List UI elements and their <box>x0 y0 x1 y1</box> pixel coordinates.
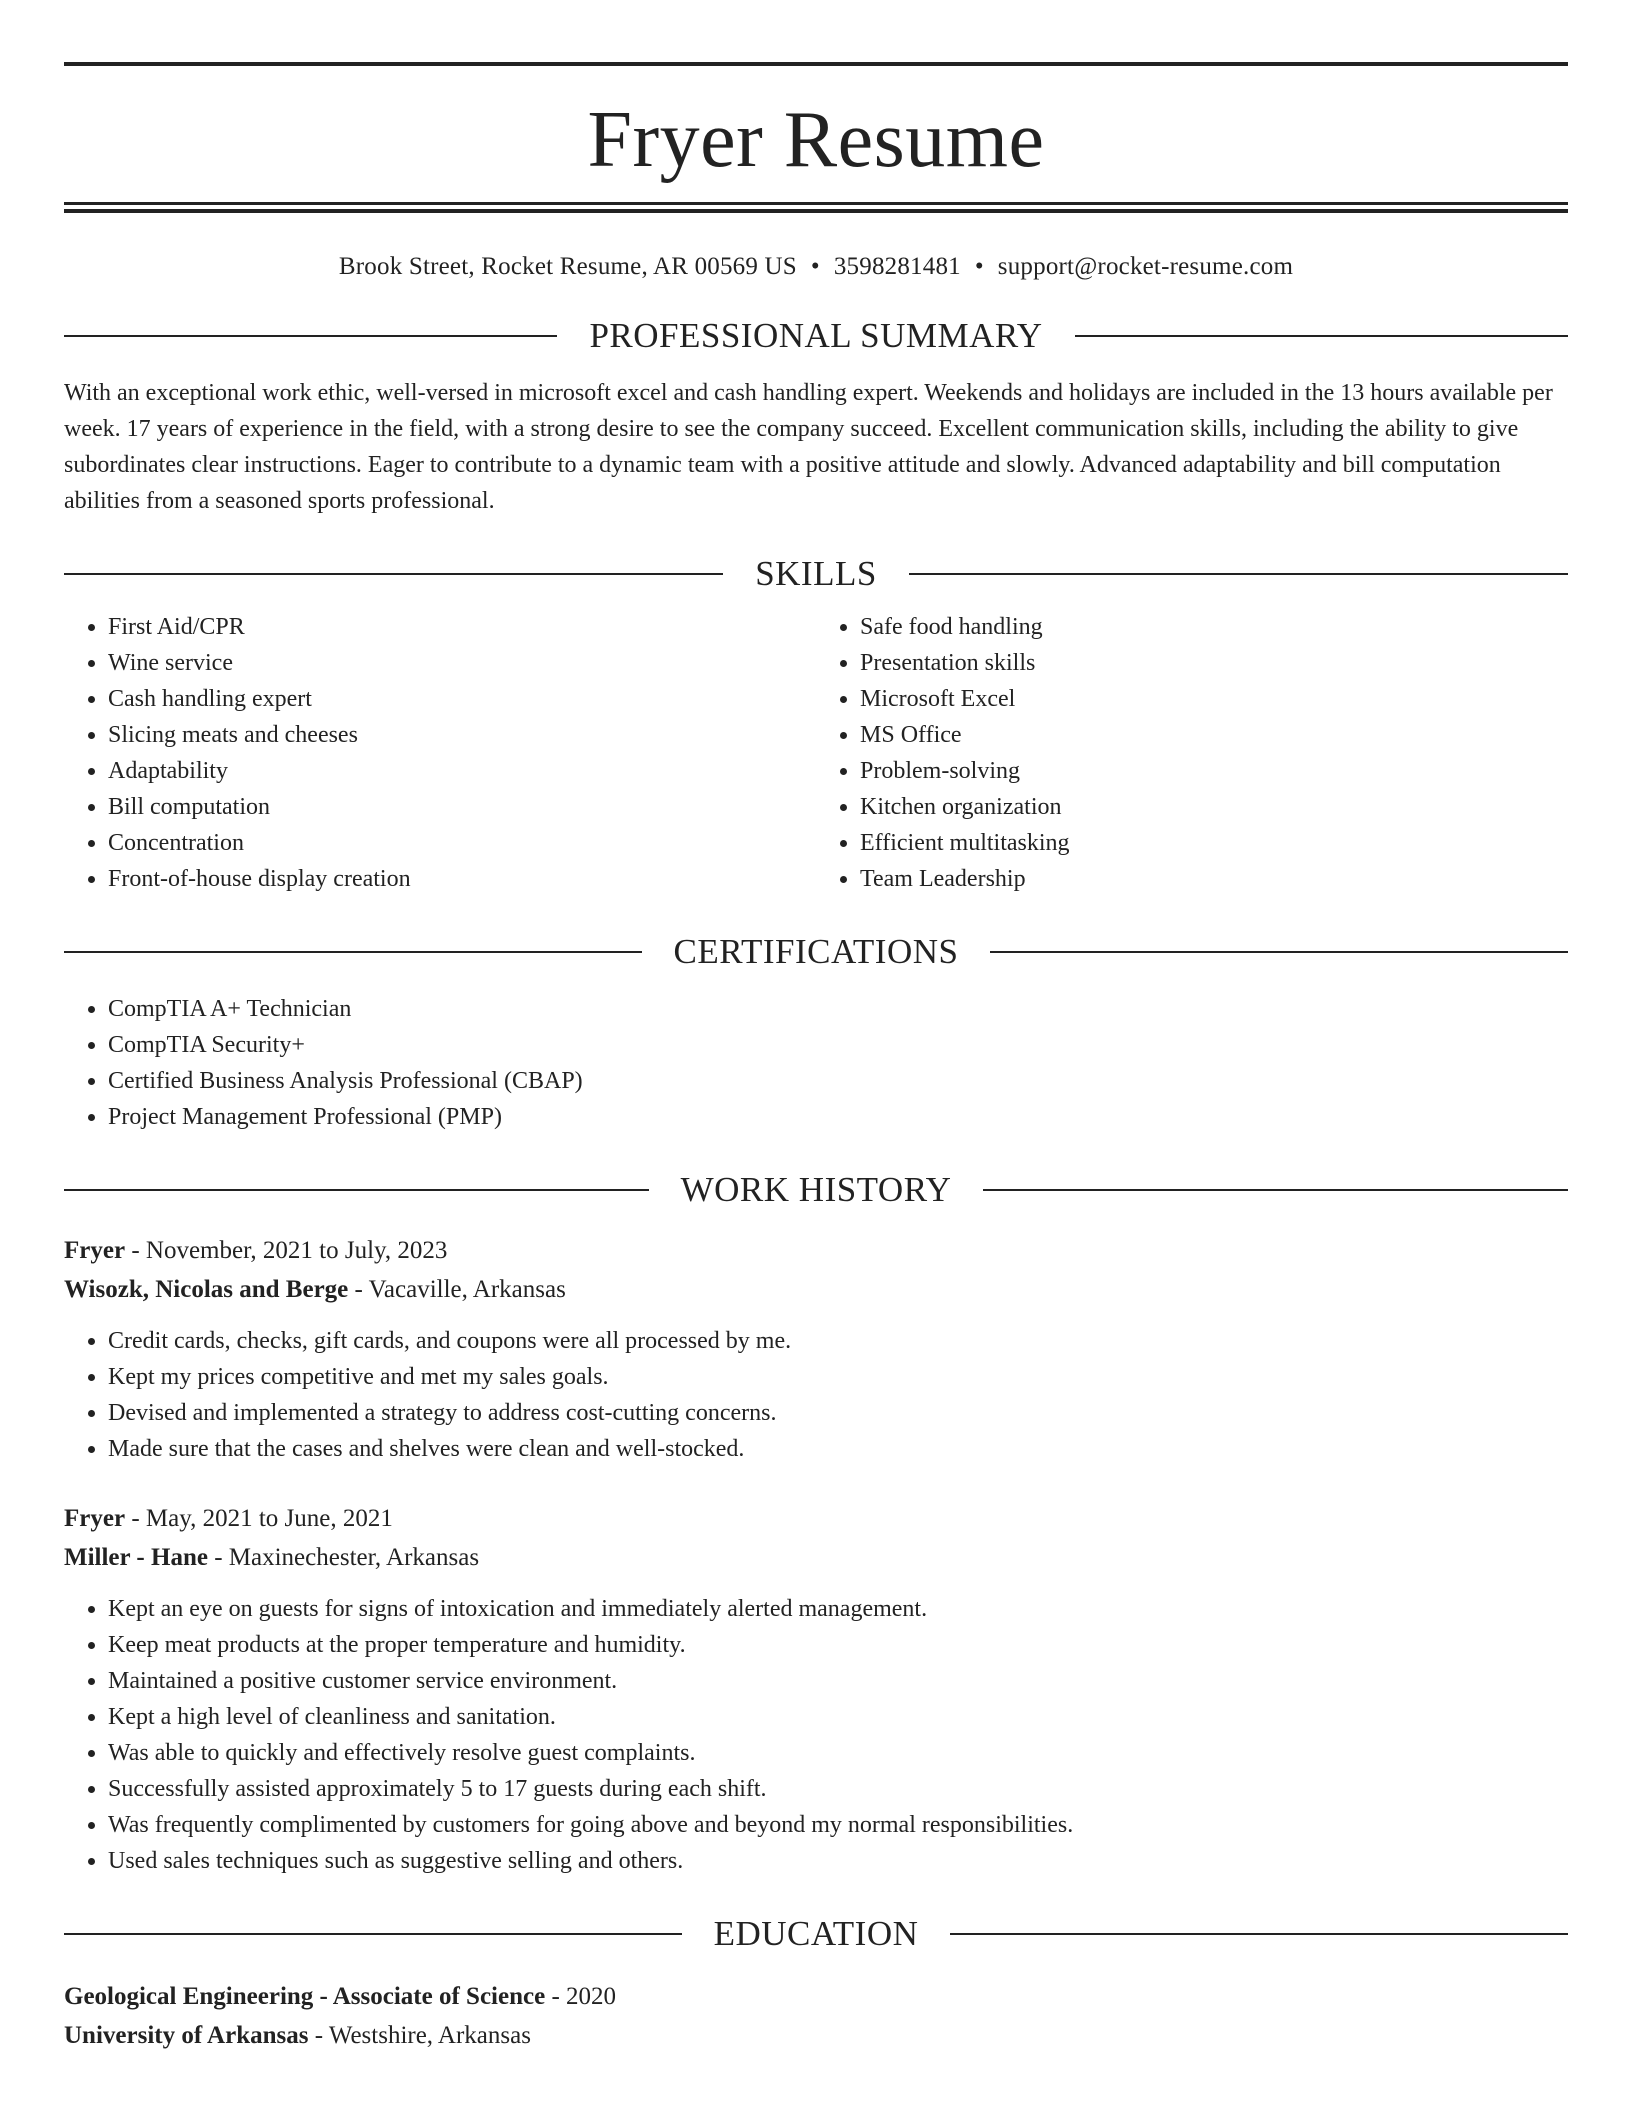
skill-item: • Problem-solving <box>860 753 1568 789</box>
skill-item: • Concentration <box>108 825 816 861</box>
skill-item: • MS Office <box>860 717 1568 753</box>
education-title: EDUCATION <box>713 1914 919 1953</box>
skill-item: • First Aid/CPR <box>108 609 816 645</box>
job-duty: • Successfully assisted approximately 5 to 17 guests during each shift. <box>108 1771 1568 1807</box>
contact-separator: • <box>810 253 820 280</box>
job-dates: May, 2021 to June, 2021 <box>145 1505 393 1532</box>
job-location: Maxinechester, Arkansas <box>228 1544 480 1571</box>
job-entry <box>64 1499 1568 1879</box>
summary-text: With an exceptional work ethic, well-versed in microsoft excel and cash handling expert. Weekends and holidays are included in the 13 hours available per week. 17 years of experience in the field, with a strong desire to see the company succeed. Excellent communication skills, including the ability to give subordinates clear instructions. Eager to contribute to a dynamic team with a positive attitude and slowly. Advanced adaptability and bill computation abilities from a seasoned sports professional. <box>64 380 1553 514</box>
job-title-line: Fryer - November, 2021 to July, 2023 <box>64 1237 448 1264</box>
contact-line <box>64 253 1568 281</box>
job-company: Miller - Hane <box>64 1544 208 1571</box>
certifications-list <box>64 991 1568 1135</box>
heading-rule <box>64 951 642 953</box>
contact-separator: • <box>974 253 984 280</box>
heading-rule <box>950 1933 1568 1935</box>
job-duty: • Kept my prices competitive and met my sales goals. <box>108 1359 1568 1395</box>
job-duty: • Kept an eye on guests for signs of intoxication and immediately alerted management. <box>108 1591 1568 1627</box>
heading-rule <box>64 1933 682 1935</box>
heading-rule <box>64 1189 649 1191</box>
skill-item: • Safe food handling <box>860 609 1568 645</box>
education-school-line: University of Arkansas - Westshire, Arkansas <box>64 2022 531 2049</box>
certification-item: • Project Management Professional (PMP) <box>108 1099 1568 1135</box>
job-duty: • Kept a high level of cleanliness and sanitation. <box>108 1699 1568 1735</box>
job-duty: • Used sales techniques such as suggestive selling and others. <box>108 1843 1568 1879</box>
heading-rule <box>64 335 557 337</box>
skills-list <box>64 609 1568 897</box>
skills-heading <box>64 549 1568 599</box>
double-rule <box>64 202 1568 213</box>
job-duty: • Maintained a positive customer service environment. <box>108 1663 1568 1699</box>
skill-item: • Adaptability <box>108 753 816 789</box>
job-title-line: Fryer - May, 2021 to June, 2021 <box>64 1505 393 1532</box>
certifications-title: CERTIFICATIONS <box>673 932 959 971</box>
job-duty: • Credit cards, checks, gift cards, and coupons were all processed by me. <box>108 1323 1568 1359</box>
certification-item: • CompTIA A+ Technician <box>108 991 1568 1027</box>
contact-phone: 3598281481 <box>833 253 961 280</box>
job-duty: • Was frequently complimented by customers for going above and beyond my normal responsibilities. <box>108 1807 1568 1843</box>
education-school: University of Arkansas <box>64 2022 309 2049</box>
skills-column-left <box>64 609 816 897</box>
job-duty: • Keep meat products at the proper temperature and humidity. <box>108 1627 1568 1663</box>
education-heading <box>64 1909 1568 1959</box>
education-degree: Geological Engineering - Associate of Science <box>64 1983 546 2010</box>
skill-item: • Cash handling expert <box>108 681 816 717</box>
work-history-heading <box>64 1165 1568 1215</box>
job-company: Wisozk, Nicolas and Berge <box>64 1276 349 1303</box>
skill-item: • Presentation skills <box>860 645 1568 681</box>
skill-item: • Team Leadership <box>860 861 1568 897</box>
skill-item: • Efficient multitasking <box>860 825 1568 861</box>
job-duty: • Was able to quickly and effectively resolve guest complaints. <box>108 1735 1568 1771</box>
skill-item: • Front-of-house display creation <box>108 861 816 897</box>
skill-item: • Bill computation <box>108 789 816 825</box>
job-dates: November, 2021 to July, 2023 <box>145 1237 448 1264</box>
heading-rule <box>990 951 1568 953</box>
job-title: Fryer <box>64 1505 126 1532</box>
job-company-line: Wisozk, Nicolas and Berge - Vacaville, Arkansas <box>64 1276 566 1303</box>
skills-title: SKILLS <box>755 554 877 593</box>
heading-rule <box>1075 335 1568 337</box>
top-rule <box>64 62 1568 66</box>
job-company-line: Miller - Hane - Maxinechester, Arkansas <box>64 1544 480 1571</box>
summary-title: PROFESSIONAL SUMMARY <box>589 316 1043 355</box>
skill-item: • Wine service <box>108 645 816 681</box>
skill-item: • Slicing meats and cheeses <box>108 717 816 753</box>
certifications-heading <box>64 927 1568 977</box>
contact-address: Brook Street, Rocket Resume, AR 00569 US <box>338 253 797 280</box>
work-history-title: WORK HISTORY <box>680 1170 952 1209</box>
skills-column-right <box>816 609 1568 897</box>
job-entry <box>64 1231 1568 1467</box>
education-location: Westshire, Arkansas <box>328 2022 531 2049</box>
skill-item: • Microsoft Excel <box>860 681 1568 717</box>
heading-rule <box>64 573 723 575</box>
job-duty: • Devised and implemented a strategy to address cost-cutting concerns. <box>108 1395 1568 1431</box>
skill-item: • Kitchen organization <box>860 789 1568 825</box>
resume-name: Fryer Resume <box>587 96 1045 184</box>
certification-item: • CompTIA Security+ <box>108 1027 1568 1063</box>
certification-item: • Certified Business Analysis Professional (CBAP) <box>108 1063 1568 1099</box>
heading-rule <box>909 573 1568 575</box>
education-degree-line: Geological Engineering - Associate of Science - 2020 <box>64 1983 617 2010</box>
summary-heading <box>64 311 1568 361</box>
education-entry <box>64 1977 1568 2055</box>
education-year: 2020 <box>566 1983 617 2010</box>
heading-rule <box>983 1189 1568 1191</box>
contact-email: support@rocket-resume.com <box>997 253 1294 280</box>
job-duty: • Made sure that the cases and shelves were clean and well-stocked. <box>108 1431 1568 1467</box>
job-title: Fryer <box>64 1237 126 1264</box>
job-location: Vacaville, Arkansas <box>368 1276 566 1303</box>
